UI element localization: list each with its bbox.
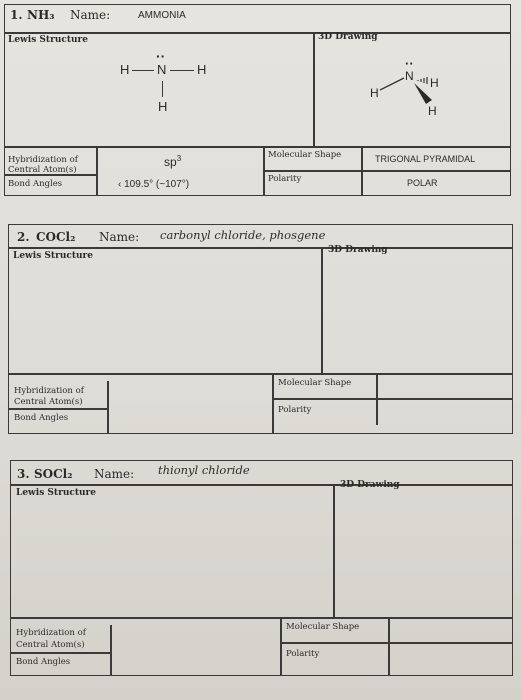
p1-lewis-structure	[114, 48, 224, 118]
p3-name-value: thionyl chloride	[158, 463, 250, 477]
p3-header-divider	[10, 484, 513, 486]
p1-lewis-label: Lewis Structure	[8, 35, 89, 45]
p1-lewis-bond-bottom	[162, 81, 163, 97]
p3-formula: SOCl₂	[34, 467, 73, 481]
p1-3d-drawing	[370, 56, 460, 126]
p2-drawing-divider	[321, 247, 323, 373]
p2-lewis-label: Lewis Structure	[13, 251, 94, 261]
p1-lewis-bond-right	[170, 70, 194, 71]
p1-row-divider-right	[263, 170, 511, 172]
p2-value-col-divider	[272, 373, 274, 434]
p1-hyb-label-1: Hybridization of	[8, 155, 78, 165]
p1-bond-label: Bond Angles	[8, 179, 63, 189]
p1-lewis-lone-pair: ··	[156, 48, 166, 64]
p1-lewis-h-left: H	[120, 62, 130, 77]
p1-hyb-value-base: sp	[164, 155, 177, 169]
p3-bond-label: Bond Angles	[16, 657, 71, 667]
p3-number: 3.	[17, 467, 30, 481]
p1-shape-col-divider	[361, 146, 363, 196]
p1-formula: NH₃	[27, 8, 55, 22]
p1-bond-value: ‹ 109.5° (~107°)	[118, 179, 190, 190]
p2-number: 2.	[17, 230, 30, 244]
p2-bottom-divider	[8, 373, 513, 375]
p2-header-divider	[8, 247, 513, 249]
p1-3d-h-bottom: H	[428, 104, 437, 118]
p3-name-label: Name:	[94, 467, 135, 481]
p1-number: 1.	[10, 8, 23, 22]
p3-polarity-label: Polarity	[286, 649, 320, 659]
p2-drawing-label: 3D Drawing	[328, 245, 388, 255]
p1-shape-label: Molecular Shape	[268, 150, 342, 160]
p1-header-divider	[4, 32, 511, 34]
p2-hyb-label-2: Central Atom(s)	[14, 397, 83, 407]
p2-shape-label: Molecular Shape	[278, 378, 352, 388]
p1-hyb-value-sup: 3	[176, 154, 182, 163]
p1-bottom-divider	[4, 146, 511, 148]
p1-drawing-divider	[313, 32, 315, 146]
p3-shape-col-divider	[388, 617, 390, 676]
p3-drawing-label: 3D Drawing	[340, 480, 400, 490]
p1-3d-h-left: H	[370, 86, 379, 100]
p1-hyb-label-2: Central Atom(s)	[8, 165, 77, 175]
p2-row-divider-left	[8, 408, 108, 410]
p1-3d-bonds	[370, 66, 460, 126]
p1-3d-lone-pair: ··	[405, 56, 414, 71]
p1-lewis-h-right: H	[197, 62, 207, 77]
p1-lewis-bond-left	[132, 70, 154, 71]
p1-label-col-divider	[96, 146, 98, 196]
p2-formula: COCl₂	[36, 230, 76, 244]
p3-hyb-label-2: Central Atom(s)	[16, 640, 85, 650]
p3-row-divider-right	[280, 642, 513, 644]
p1-drawing-label: 3D Drawing	[318, 32, 378, 42]
p1-lewis-h-bottom: H	[158, 99, 168, 114]
p3-value-col-divider	[280, 617, 282, 676]
p3-hyb-label-1: Hybridization of	[16, 628, 86, 638]
p3-drawing-divider	[333, 484, 335, 617]
p2-hyb-label-1: Hybridization of	[14, 386, 84, 396]
p1-value-col-divider	[263, 146, 265, 196]
p1-hyb-value	[164, 154, 181, 169]
p1-3d-n: N	[405, 69, 414, 83]
p3-label-col-divider	[110, 625, 112, 676]
p1-3d-h-right: H	[430, 76, 439, 90]
p1-polarity-value: POLAR	[407, 178, 438, 188]
p1-lewis-n: N	[157, 62, 167, 77]
p1-name-label: Name:	[70, 8, 111, 22]
p2-name-value: carbonyl chloride, phosgene	[160, 228, 326, 242]
p3-lewis-label: Lewis Structure	[16, 488, 97, 498]
p2-polarity-label: Polarity	[278, 405, 312, 415]
p3-bottom-divider	[10, 617, 513, 619]
p2-row-divider-right	[272, 398, 513, 400]
p1-polarity-label: Polarity	[268, 174, 302, 184]
p3-shape-label: Molecular Shape	[286, 622, 360, 632]
p1-shape-value: TRIGONAL PYRAMIDAL	[375, 154, 476, 164]
p2-name-label: Name:	[99, 230, 140, 244]
p3-row-divider-left	[10, 652, 111, 654]
p1-name-value: AMMONIA	[138, 10, 186, 21]
p2-bond-label: Bond Angles	[14, 413, 69, 423]
